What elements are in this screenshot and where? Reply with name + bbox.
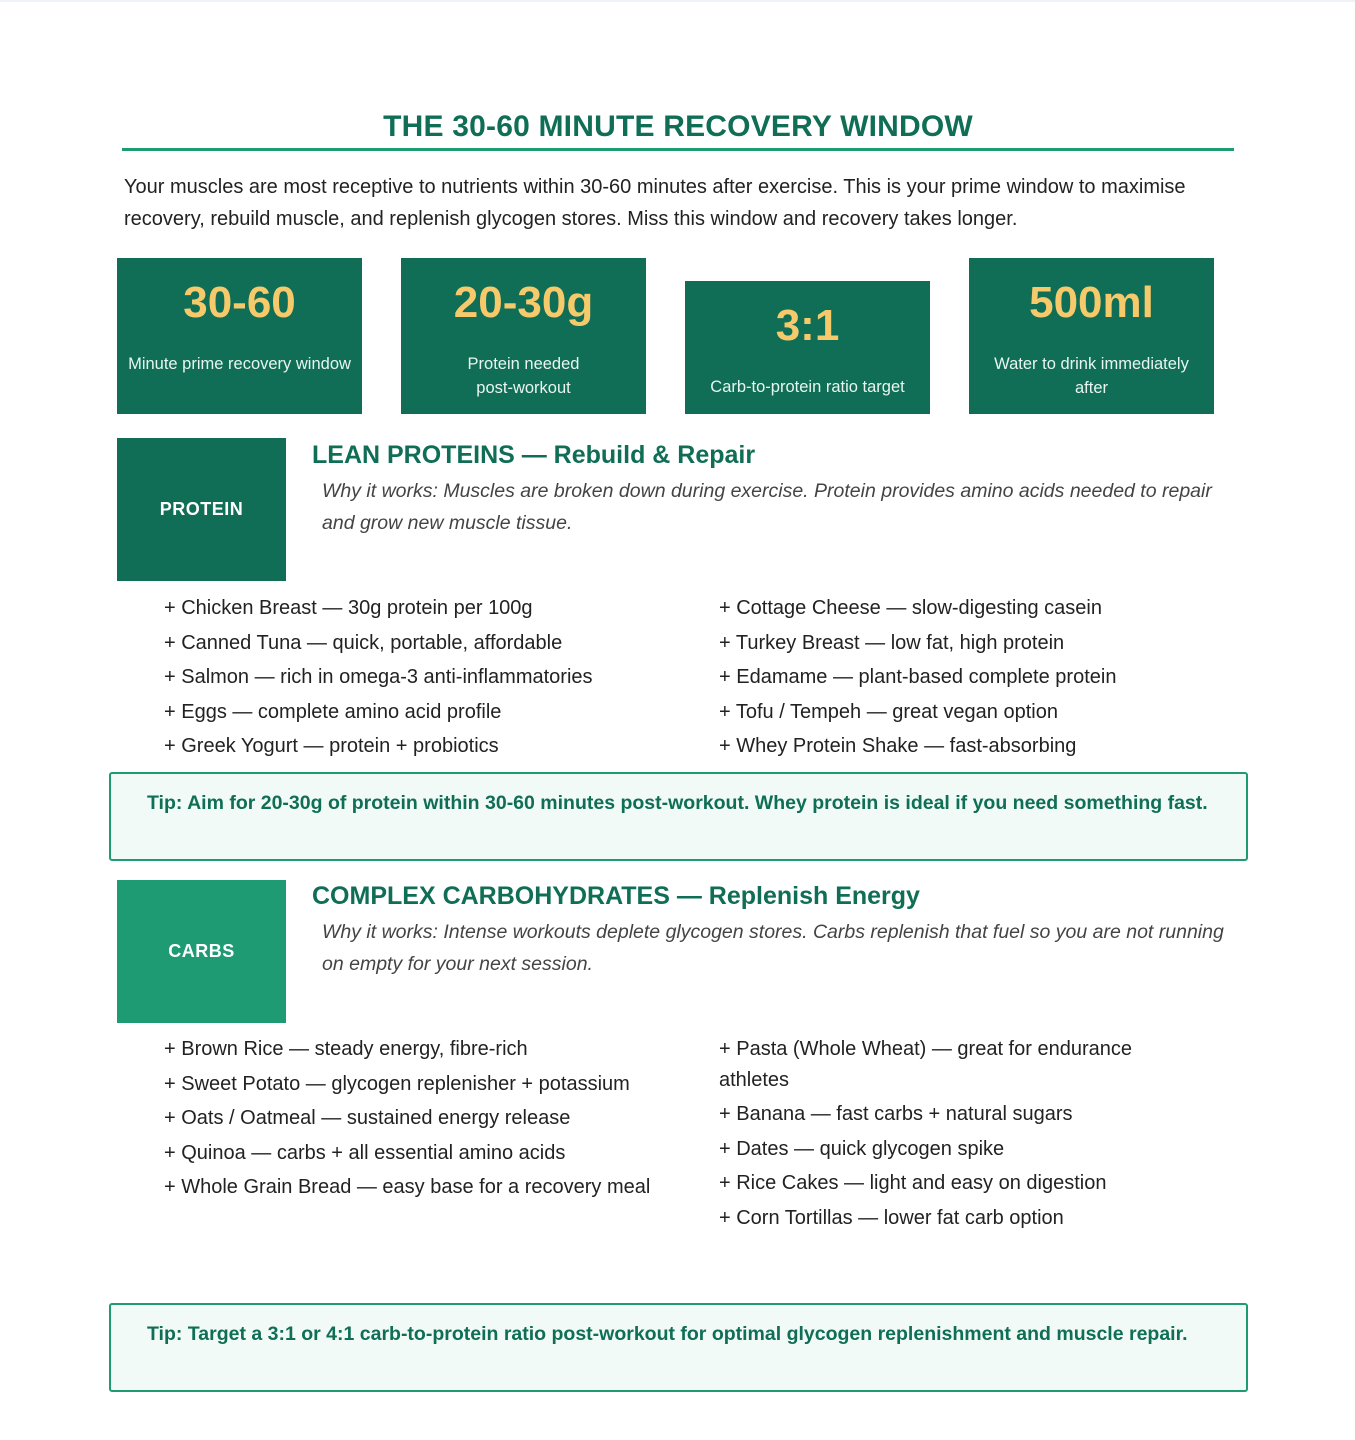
carbs-badge: CARBS	[117, 880, 286, 1023]
list-item: + Oats / Oatmeal — sustained energy release	[164, 1107, 571, 1129]
list-item: + Tofu / Tempeh — great vegan option	[719, 700, 1058, 723]
list-item: + Turkey Breast — low fat, high protein	[719, 631, 1065, 654]
list-item: + Quinoa — carbs + all essential amino acids	[164, 1141, 566, 1164]
intro-paragraph: Your muscles are most receptive to nutrients within 30-60 minutes after exercise. This is your prime window to maximise recovery, rebuild muscle, and replenish glycogen stores. Miss this window and recovery takes longer.	[124, 176, 1186, 230]
list-item: + Sweet Potato — glycogen replenisher + potassium	[164, 1072, 630, 1095]
carbs-tip-box: Tip: Target a 3:1 or 4:1 carb-to-protein ratio post-workout for optimal glycogen replenishment and muscle repair.	[109, 1303, 1248, 1392]
protein-badge: PROTEIN	[117, 438, 286, 581]
stat-label: Protein needed post-workout	[467, 355, 580, 397]
stat-value: 20-30g	[453, 278, 594, 327]
stat-label: Carb-to-protein ratio target	[710, 378, 905, 396]
list-item: + Whole Grain Bread — easy base for a recovery meal	[164, 1176, 651, 1198]
stat-value: 500ml	[1029, 278, 1154, 327]
protein-section-heading: LEAN PROTEINS — Rebuild & Repair	[312, 441, 756, 469]
carbs-section-heading: COMPLEX CARBOHYDRATES — Replenish Energy	[312, 882, 920, 910]
list-item: + Greek Yogurt — protein + probiotics	[164, 735, 499, 757]
list-item: + Pasta (Whole Wheat) — great for endurance athletes	[719, 1038, 1132, 1091]
list-item: + Corn Tortillas — lower fat carb option	[719, 1206, 1064, 1229]
protein-list-right	[719, 593, 1219, 766]
list-item: + Brown Rice — steady energy, fibre-rich	[164, 1038, 528, 1060]
stat-value: 30-60	[183, 278, 296, 327]
list-item: + Eggs — complete amino acid profile	[164, 700, 502, 723]
carbs-why-text: Why it works: Intense workouts deplete glycogen stores. Carbs replenish that fuel so you are not running on empty for your next session.	[322, 921, 1224, 975]
stat-card-protein-needed	[401, 258, 646, 414]
stat-label: Minute prime recovery window	[128, 355, 351, 373]
list-item: + Edamame — plant-based complete protein	[719, 666, 1117, 688]
stat-card-water	[969, 258, 1214, 414]
list-item: + Salmon — rich in omega-3 anti-inflammatories	[164, 666, 593, 688]
title-divider	[122, 148, 1234, 151]
list-item: + Canned Tuna — quick, portable, affordable	[164, 631, 563, 654]
list-item: + Cottage Cheese — slow-digesting casein	[719, 597, 1102, 619]
stat-label: Water to drink immediately after	[994, 355, 1189, 397]
stat-card-ratio	[685, 281, 930, 414]
list-item: + Rice Cakes — light and easy on digestion	[719, 1172, 1107, 1194]
protein-why-text: Why it works: Muscles are broken down during exercise. Protein provides amino acids needed to repair and grow new muscle tissue.	[322, 480, 1212, 534]
list-item: + Dates — quick glycogen spike	[719, 1137, 1005, 1160]
carbs-list-right	[719, 1034, 1199, 1237]
list-item: + Banana — fast carbs + natural sugars	[719, 1103, 1073, 1125]
stat-card-recovery-window	[117, 258, 362, 414]
list-item: + Whey Protein Shake — fast-absorbing	[719, 735, 1077, 757]
protein-list-left	[164, 593, 684, 766]
protein-tip-box: Tip: Aim for 20-30g of protein within 30-60 minutes post-workout. Whey protein is ideal if you need something fast.	[109, 772, 1248, 861]
list-item: + Chicken Breast — 30g protein per 100g	[164, 597, 533, 619]
page-title: THE 30-60 MINUTE RECOVERY WINDOW	[383, 110, 973, 143]
stat-value: 3:1	[775, 301, 840, 350]
carbs-list-left	[164, 1034, 664, 1207]
